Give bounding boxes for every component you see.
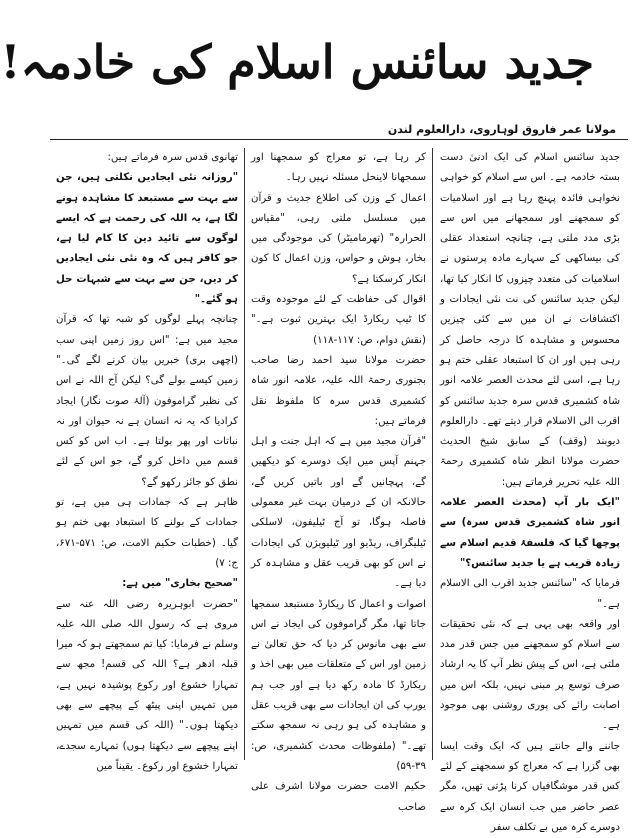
paragraph: ظاہر ہے کہ جمادات ہی میں ہے، تو جمادات کے بولنے کا استبعاد بھی ختم ہو گیا۔ (خطبات حکیم الامت، ص: ۵۷۱-۶۷۱، ج: ۷)	[56, 497, 238, 569]
paragraph: جاننے والے جانتے ہیں کہ ایک وقت ایسا بھی گزرا ہے کہ معراج کو سمجھنے کے لئے کس قدر موشگافیاں کرنا پڑتی تھیں، مگر عصر حاضر میں جب انسان ایک کرہ سے دوسرے کرہ میں بے تکلف سفر	[440, 740, 620, 833]
quote-heading: "صحیح بخاری" میں ہے:	[122, 578, 238, 590]
column-middle	[251, 148, 426, 813]
paragraph: اور واقعہ بھی یہی ہے کہ نئی تحقیقات سے اسلام کو سمجھنے میں جس قدر مدد ملتی ہے، اس کے پیش نظر آپ کا یہ ارشاد صرف توسع پر مبنی نہیں، بلکہ اس میں اصابت رائے کی پوری روشنی بھی موجود ہے۔	[440, 618, 620, 732]
paragraph: تھانوی قدس سرہ فرماتے ہیں:	[107, 152, 238, 163]
paragraph: کر رہا ہے، تو معراج کو سمجھنا اور سمجھانا لاینحل مسئلہ نہیں رہا۔	[251, 152, 426, 184]
quote-paragraph: "ایک بار آپ (محدث العصر علامہ انور شاہ کشمیری قدس سرہ) سے پوچھا گیا کہ فلسفۂ قدیم اسلام سے زیادہ قریب ہے یا جدید سائنس؟"	[440, 497, 620, 569]
paragraph: فرمایا کہ "سائنس جدید اقرب الی الاسلام ہے۔"	[440, 578, 620, 610]
paragraph: حضرت مولانا سید احمد رضا صاحب بجنوری رحمۃ اللہ علیہ، علامہ انور شاہ کشمیری قدس سرہ کا ملفوظ نقل فرماتے ہیں:	[251, 354, 426, 427]
paragraph: اصوات و اعمال کا ریکارڈ مستبعد سمجھا جاتا تھا، مگر گراموفون کی ایجاد نے اس سے بھی مانوس کر دیا کہ حق تعالیٰ نے زمین اور اس کے متعلقات میں بھی اخذ و ریکارڈ کا مادہ رکھ دیا ہے اور جب ہم یورپ کی ان ایجادات سے بھی قریب عقل و مشاہدہ کی ہو رہی نہ سمجھ سکتے تھے۔" (ملفوظات محدث کشمیری، ص: ۳۹-۵۹)	[251, 598, 426, 772]
article-title: جدید سائنس اسلام کی خادمہ!	[0, 35, 594, 89]
paragraph: اقوال کی حفاظت کے لئے موجودہ وقت کا ٹیپ ریکارڈ ایک بہترین ثبوت ہے۔" (نقش دوام، ص: ۱۱۷-۱۱۸)	[251, 294, 426, 346]
quote-paragraph: "روزانہ نئی ایجادیں نکلتی ہیں، جن سے بہت سے مستبعد کا مشاہدہ ہونے لگا ہے، یہ اللہ کی رحمت ہے کہ ایسے لوگوں سے تائید دین کا کام لیا ہے، جو کافر ہیں کہ وہ نئی نئی ایجادیں کر دیں، جن سے بہت سے شبہات حل ہو گئے۔"	[56, 172, 238, 306]
column-right	[440, 148, 620, 833]
paragraph: حکیم الامت حضرت مولانا اشرف علی صاحب	[251, 781, 426, 813]
paragraph: چنانچہ پہلے لوگوں کو شبہ تھا کہ قرآن مجید میں ہے: "اس روز زمین اپنی سب (اچھی بری) خبریں بیان کرنے لگے گی۔" زمین کیسے بولے گی؟ لیکن آج اللہ نے اس کی نظیر گراموفون (آلۂ صوت نگار) ایجاد کرادیا کہ یہ نہ انسان ہے نہ حیوان اور نہ نباتات اور پھر بولتا ہے۔ اب اس کو کس قسم میں داخل کرو گے، جو اس کے لئے نطق کو جائز رکھو گے؟	[56, 314, 238, 488]
quote-paragraph: "قرآن مجید میں ہے کہ اہل جنت و اہل جہنم آپس میں ایک دوسرے کو دیکھیں گے، پہچانیں گے اور باتیں کریں گے، حالانکہ ان کے درمیان بہت غیر معمولی فاصلہ ہوگا، تو آج ٹیلیفون، لاسلکی ٹیلیگراف، ریڈیو اور ٹیلیویژن کی ایجادات نے اس کو بھی قریب عقل و مشاہدہ کر دیا ہے۔	[251, 436, 426, 590]
author-byline: مولانا عمر فاروق لوہاروی، دارالعلوم لندن	[387, 123, 616, 136]
quote-paragraph: "حضرت ابوہریرہ رضی اللہ عنہ سے مروی ہے کہ رسول اللہ صلی اللہ علیہ وسلم نے فرمایا: کیا تم سمجھتے ہو کہ میرا قبلہ ادھر ہے؟ اللہ کی قسم! مجھ سے تمہارا خشوع اور رکوع پوشیدہ نہیں ہے، میں تمہیں اپنی پیٹھ کے پیچھے سے بھی دیکھتا ہوں۔" (اللہ کی قسم میں تمہیں اپنے پیچھے سے دیکھتا ہوں) تمہارے سجدے، تمہارا خشوع اور رکوع۔ یقیناً میں	[56, 598, 238, 772]
column-divider	[432, 148, 433, 760]
column-left	[56, 148, 238, 772]
paragraph: اعمال کے وزن کی اطلاع جدیث و قرآن میں مسلسل ملتی رہی، "مقیاس الحرارہ" (تھرمامیٹر) کی موجودگی میں بخار، ہوش و حواس، وزن اعمال کا کون انکار کرسکتا ہے؟	[251, 192, 426, 285]
column-divider	[244, 148, 245, 760]
title-divider	[50, 139, 628, 140]
paragraph: جدید سائنس اسلام کی ایک ادنیٰ دست بستہ خادمہ ہے۔ اس سے اسلام کو خواہی نخواہی فائدہ پہنچ رہا ہے اور اسلامیات کو سمجھنے اور سمجھانے میں اس سے بڑی مدد ملتی ہے، چنانچہ استعداد عقلی کی بیساکھی کے سہارے مادہ پرستوں نے اسلامیات کی متعدد چیزوں کا انکار کیا تھا، لیکن جدید سائنس کی نت نئی ایجادات و اکتشافات نے ان میں سے کئی چیزیں محسوس و مشاہدہ کا درجہ حاصل کر رہی ہیں اور ان کا استبعاد عقلی ختم ہو رہا ہے، اسی لئے محدث العصر علامہ انور شاہ کشمیری قدس سرہ جدید سائنس کو اقرب الی الاسلام قرار دیتے تھے۔ دارالعلوم دیوبند (وقف) کے سابق شیخ الحدیث حضرت مولانا انظر شاہ کشمیری رحمۃ اللہ علیہ تحریر فرماتے ہیں:	[440, 152, 620, 488]
